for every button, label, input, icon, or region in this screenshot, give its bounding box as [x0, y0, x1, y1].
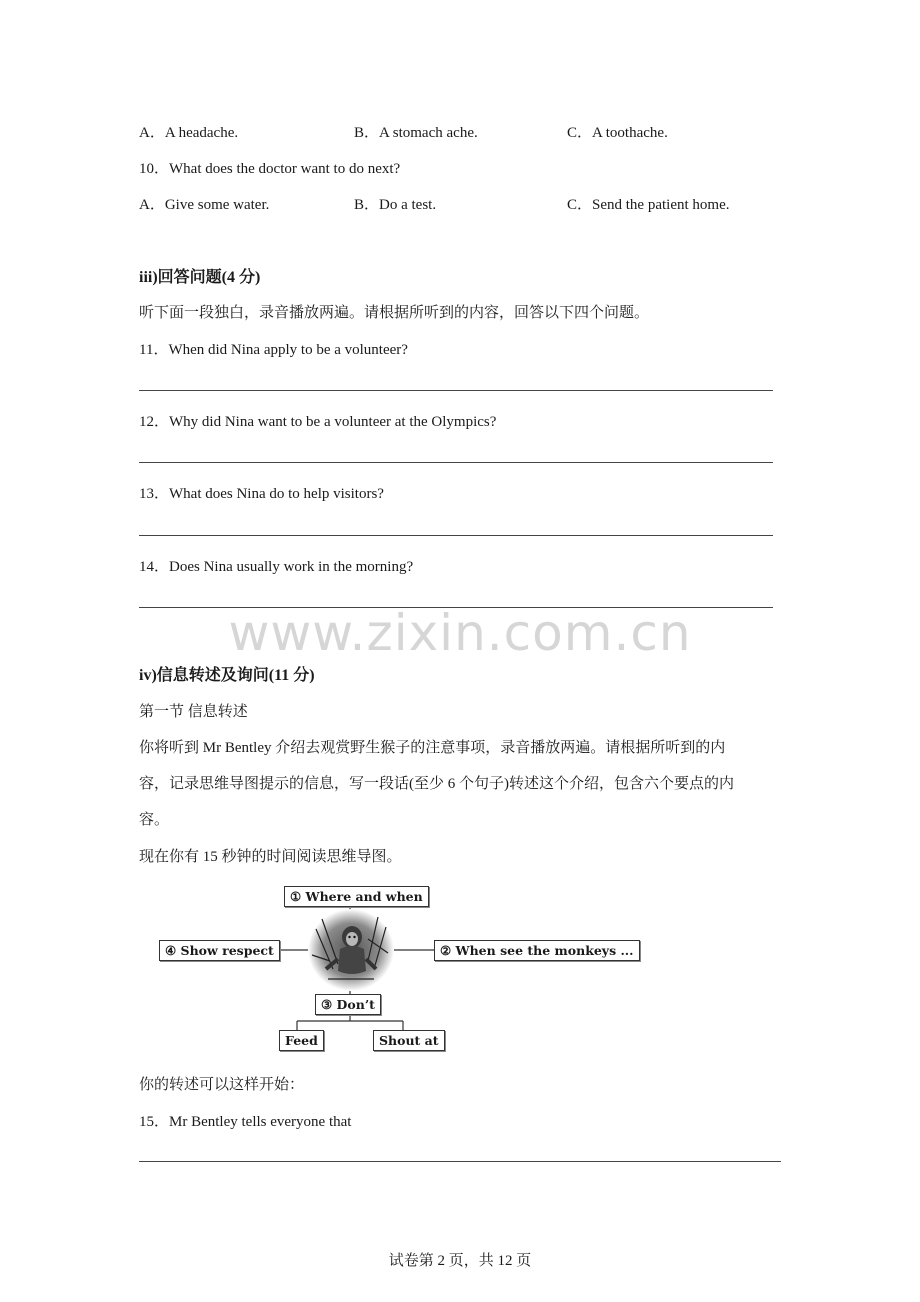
page-footer: 试卷第 2 页，共 12 页: [388, 1253, 532, 1269]
q9-option-a: A．A headache.: [139, 125, 239, 141]
mindmap-node-shout-at: Shout at: [373, 1030, 445, 1051]
question-12: 12．Why did Nina want to be a volunteer at the Olympics?: [139, 414, 497, 430]
question-11: 11．When did Nina apply to be a volunteer?: [139, 342, 408, 358]
section4-heading: iv)信息转述及询问(11 分): [139, 667, 315, 684]
section3-instruction: 听下面一段独白，录音播放两遍。请根据所听到的内容，回答以下四个问题。: [139, 305, 650, 321]
q10-option-a: A．Give some water.: [139, 197, 270, 213]
reading-time-note: 现在你有 15 秒钟的时间阅读思维导图。: [139, 849, 402, 865]
question-14: 14．Does Nina usually work in the morning?: [139, 559, 414, 575]
section4-subheading: 第一节 信息转述: [139, 704, 248, 720]
start-hint: 你的转述可以这样开始：: [139, 1077, 305, 1093]
question-15: 15．Mr Bentley tells everyone that: [139, 1114, 352, 1130]
q9-option-b: B．A stomach ache.: [354, 125, 478, 141]
q10-option-c: C．Send the patient home.: [567, 197, 730, 213]
watermark: www.zixin.com.cn: [228, 604, 692, 662]
section4-instruction-line-2: 容，记录思维导图提示的信息，写一段话(至少 6 个句子)转述这个介绍，包含六个要点的内: [139, 776, 734, 792]
question-13: 13．What does Nina do to help visitors?: [139, 486, 384, 502]
section4-instruction-line-1: 你将听到 Mr Bentley 介绍去观赏野生猴子的注意事项，录音播放两遍。请根据所听到的内: [139, 740, 726, 756]
q9-option-c: C．A toothache.: [567, 125, 668, 141]
mindmap-node-show-respect: ④ Show respect: [159, 940, 280, 961]
q10-option-b: B．Do a test.: [354, 197, 437, 213]
section4-instruction-line-3: 容。: [139, 812, 170, 828]
mindmap-node-feed: Feed: [279, 1030, 324, 1051]
mindmap-node-dont: ③ Don’t: [315, 994, 381, 1015]
section3-heading: iii)回答问题(4 分): [139, 269, 261, 286]
answer-line-15[interactable]: [139, 1161, 781, 1162]
monkey-photo: [308, 909, 394, 991]
mindmap-node-where-when: ① Where and when: [284, 886, 429, 907]
mindmap-node-when-see-monkeys: ② When see the monkeys ...: [434, 940, 640, 961]
q10-question: 10．What does the doctor want to do next?: [139, 161, 401, 177]
